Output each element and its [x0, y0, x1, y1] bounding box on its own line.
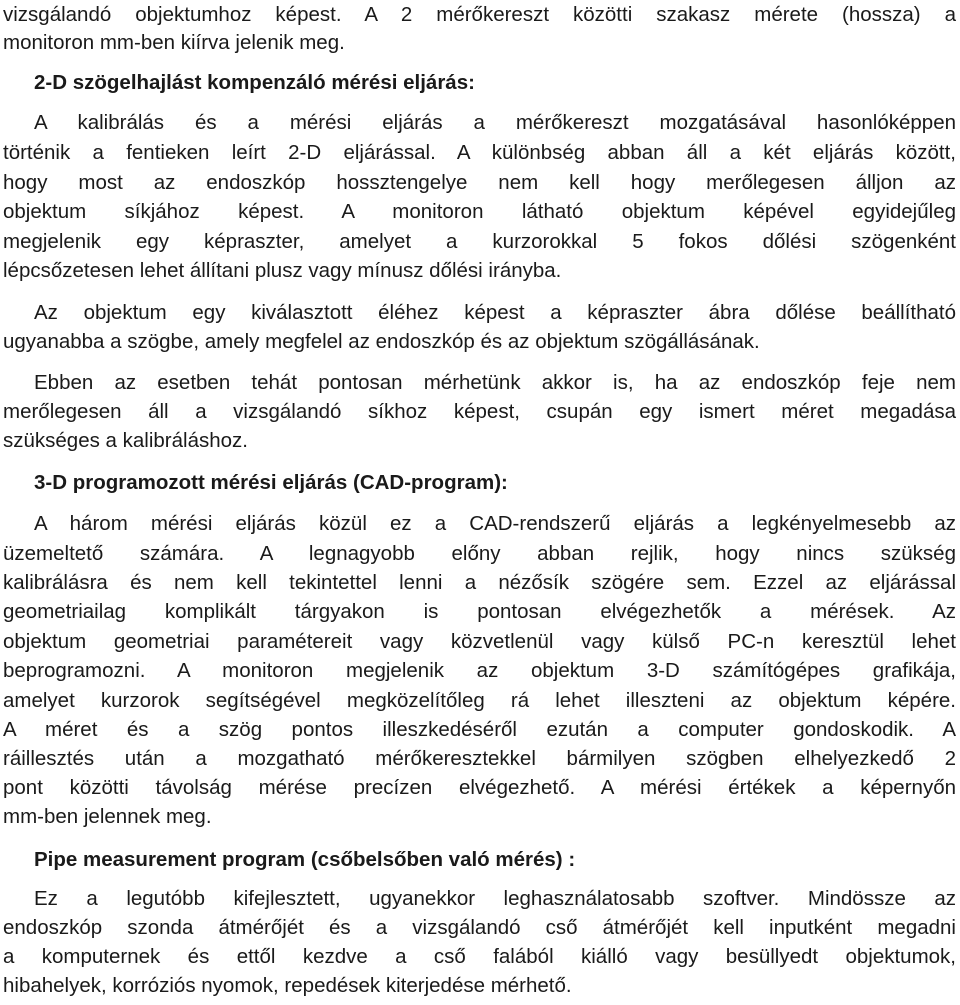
body-text-line: hibahelyek, korróziós nyomok, repedések kiterjedése mérhető.: [3, 974, 572, 997]
body-text-line: ugyanabba a szögbe, amely megfelel az endoszkóp és az objektum szögállásának.: [3, 330, 760, 353]
body-text-line: kalibrálásra és nem kell tekintettel lenni a nézősík szögére sem. Ezzel az eljárással: [3, 571, 956, 594]
section-heading-pipe: Pipe measurement program (csőbelsőben való mérés) :: [34, 848, 576, 871]
body-text-line: A kalibrálás és a mérési eljárás a mérőkereszt mozgatásával hasonlóképpen: [34, 111, 956, 134]
body-text-line: mm-ben jelennek meg.: [3, 805, 212, 828]
body-text-line: A három mérési eljárás közül ez a CAD-rendszerű eljárás a legkényelmesebb az: [34, 512, 956, 535]
body-text-line: vizsgálandó objektumhoz képest. A 2 mérőkereszt közötti szakasz mérete (hossza) a: [3, 3, 956, 26]
body-text-line: beprogramozni. A monitoron megjelenik az objektum 3-D számítógépes grafikája,: [3, 659, 956, 682]
body-text-line: monitoron mm-ben kiírva jelenik meg.: [3, 31, 345, 54]
body-text-line: objektum síkjához képest. A monitoron látható objektum képével egyidejűleg: [3, 200, 956, 223]
body-text-line: A méret és a szög pontos illeszkedéséről ezután a computer gondoskodik. A: [3, 718, 956, 741]
body-text-line: történik a fentieken leírt 2-D eljárással. A különbség abban áll a két eljárás között,: [3, 141, 956, 164]
body-text-line: objektum geometriai paramétereit vagy közvetlenül vagy külső PC-n keresztül lehet: [3, 630, 956, 653]
body-text-line: Ebben az esetben tehát pontosan mérhetünk akkor is, ha az endoszkóp feje nem: [34, 371, 956, 394]
body-text-line: amelyet kurzorok segítségével megközelítőleg rá lehet illeszteni az objektum képére.: [3, 689, 956, 712]
body-text-line: hogy most az endoszkóp hossztengelye nem kell hogy merőlegesen álljon az: [3, 171, 956, 194]
body-text-line: megjelenik egy képraszter, amelyet a kurzorokkal 5 fokos dőlési szögenként: [3, 230, 956, 253]
section-heading-2d: 2-D szögelhajlást kompenzáló mérési eljárás:: [34, 71, 475, 94]
body-text-line: szükséges a kalibráláshoz.: [3, 429, 248, 452]
body-text-line: ráillesztés után a mozgatható mérőkeresztekkel bármilyen szögben elhelyezkedő 2: [3, 747, 956, 770]
body-text-line: geometriailag komplikált tárgyakon is pontosan elvégezhetők a mérések. Az: [3, 600, 956, 623]
body-text-line: Az objektum egy kiválasztott éléhez képest a képraszter ábra dőlése beállítható: [34, 301, 956, 324]
body-text-line: endoszkóp szonda átmérőjét és a vizsgálandó cső átmérőjét kell inputként megadni: [3, 916, 956, 939]
body-text-line: a komputernek és ettől kezdve a cső falából kiálló vagy besüllyedt objektumok,: [3, 945, 956, 968]
section-heading-3d: 3-D programozott mérési eljárás (CAD-program):: [34, 471, 508, 494]
body-text-line: üzemeltető számára. A legnagyobb előny abban rejlik, hogy nincs szükség: [3, 542, 956, 565]
body-text-line: merőlegesen áll a vizsgálandó síkhoz képest, csupán egy ismert méret megadása: [3, 400, 956, 423]
body-text-line: pont közötti távolság mérése precízen elvégezhető. A mérési értékek a képernyőn: [3, 776, 956, 799]
body-text-line: lépcsőzetesen lehet állítani plusz vagy mínusz dőlési irányba.: [3, 259, 562, 282]
body-text-line: Ez a legutóbb kifejlesztett, ugyanekkor leghasználatosabb szoftver. Mindössze az: [34, 887, 956, 910]
